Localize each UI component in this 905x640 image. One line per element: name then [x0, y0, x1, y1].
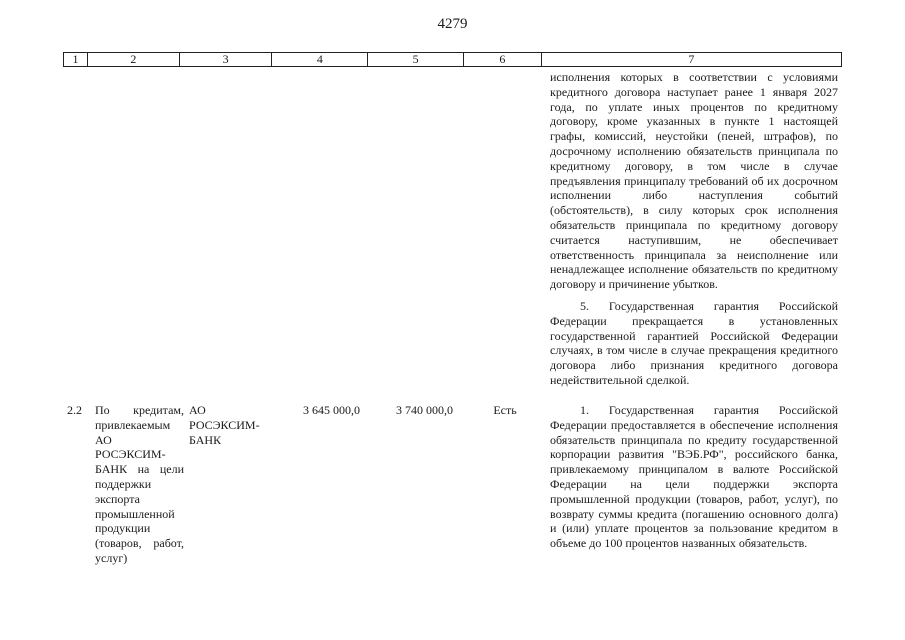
column-header-3: 3: [180, 53, 273, 66]
row-amount-1: 3 645 000,0: [303, 403, 360, 417]
column-header-1: 1: [64, 53, 88, 66]
column-header-2: 2: [88, 53, 180, 66]
column-header-5: 5: [368, 53, 464, 66]
row-purpose: По кредитам, привлекаемым АО РОСЭКСИМ-БАНК на цели поддержки экспорта промышленной продукции (товаров, работ, услуг): [95, 403, 184, 565]
row-number: 2.2: [67, 403, 82, 417]
page-number: 4279: [437, 16, 468, 32]
column-header-6: 6: [464, 53, 542, 66]
column-header-4: 4: [272, 53, 368, 66]
paragraph-5: 5. Государственная гарантия Российской Федерации прекращается в установленных государственной гарантией Российской Федерации случаях, в том числе в случае прекращения кредитного договора либо признания кредитного договора недействительной сделкой.: [550, 299, 838, 387]
row-recourse: Есть: [493, 403, 517, 417]
table-header-row: [63, 52, 842, 67]
row-principal: АО РОСЭКСИМ-БАНК: [189, 403, 260, 447]
continuation-text: исполнения которых в соответствии с условиями кредитного договора наступает ранее 1 января 2027 года, по уплате иных процентов по кредитному договору, кроме указанных в пункте 1 настоящей графы, комиссий, неустойки (пеней, штрафов), по досрочному исполнению обязательств принципала по кредитному договору, в том числе в случае предъявления принципалу требований об их досрочном исполнении либо наступления событий (обстоятельств), в силу которых срок исполнения обязательств принципала по кредитному договору считается наступившим, не обеспечивает ответственность принципала за неисполнение или ненадлежащее исполнение обязательств по кредитному договору и причинение убытков.: [550, 70, 838, 292]
row-conditions: 1. Государственная гарантия Российской Федерации предоставляется в обеспечение исполнения обязательств принципала по кредиту государственной корпорации развития "ВЭБ.РФ", российского банка, привлекаемому принципалом в валюте Российской Федерации на цели поддержки экспорта промышленной продукции (товаров, работ, услуг), по возврату суммы кредита (погашению основного долга) и (или) уплате процентов за пользование кредитом в объеме до 100 процентов названных обязательств.: [550, 403, 838, 551]
row-amount-2: 3 740 000,0: [396, 403, 453, 417]
column-header-7: 7: [688, 52, 695, 66]
